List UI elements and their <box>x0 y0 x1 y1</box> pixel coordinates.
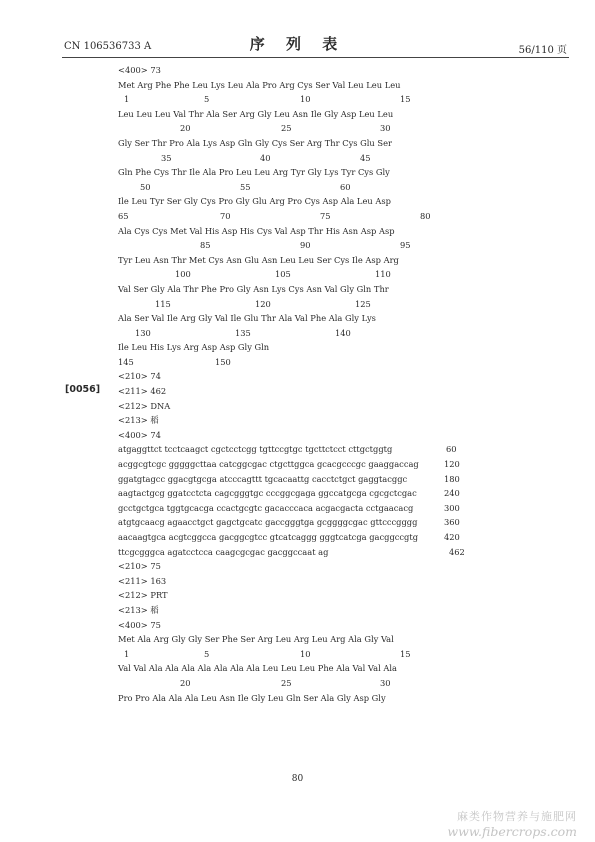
residue-number: 70 <box>220 210 231 221</box>
page-indicator: 56/110 页 <box>518 45 567 56</box>
tag-text: <400> 73 <box>118 65 161 75</box>
residue-number: 1 <box>124 94 130 105</box>
tag-text: <213> 稻 <box>118 415 159 426</box>
residue-number: 20 <box>180 123 191 134</box>
sequence-tag <box>118 574 478 589</box>
residue-number-row <box>118 647 478 662</box>
residue-number-row <box>118 676 478 691</box>
residue-number: 125 <box>355 298 371 309</box>
residue-number: 10 <box>300 648 311 659</box>
dna-sequence-row <box>118 472 478 487</box>
dna-sequence: atgaggttct tcctcaagct cgctcctcgg tgttccgtgc tgcttctcct cttgctggtg <box>118 444 393 455</box>
dna-sequence-row <box>118 501 478 516</box>
amino-acid-sequence: Met Ala Arg Gly Gly Ser Phe Ser Arg Leu Arg Leu Arg Ala Gly Val <box>118 634 394 645</box>
residue-number: 20 <box>180 677 191 688</box>
paragraph-number: [0056] <box>65 384 101 395</box>
tag-text: <400> 74 <box>118 429 161 440</box>
residue-number: 15 <box>400 648 411 659</box>
residue-number: 135 <box>235 327 251 338</box>
dna-sequence-row <box>118 515 478 530</box>
amino-acid-sequence: Met Arg Phe Phe Leu Lys Leu Ala Pro Arg Cys Ser Val Leu Leu Leu <box>118 79 401 90</box>
residue-number: 30 <box>380 677 391 688</box>
residue-number: 85 <box>200 240 211 251</box>
tag-text: <210> 74 <box>118 371 161 382</box>
page-number: 80 <box>291 774 304 784</box>
sequence-tag <box>118 428 478 443</box>
sequence-tag <box>118 413 478 428</box>
residue-number: 10 <box>300 94 311 105</box>
dna-sequence-row <box>118 457 478 472</box>
dna-sequence: ttcgcgggca agatcctcca caagcgcgac gacggccaat ag <box>118 546 329 557</box>
amino-acid-sequence: Ala Cys Cys Met Val His Asp His Cys Val Asp Thr His Asn Asp Asp <box>118 225 395 236</box>
residue-number: 55 <box>240 181 251 192</box>
dna-base-count: 240 <box>444 488 460 499</box>
sequence-tag <box>118 399 478 414</box>
residue-number: 75 <box>320 210 331 221</box>
sequence-tag <box>118 369 478 384</box>
dna-sequence: ggatgtagcc ggacgtgcga atcccagttt tgcacaattg cacctctgct gaggtacggc <box>118 473 408 484</box>
dna-sequence-row <box>118 442 478 457</box>
residue-number-row <box>118 180 478 195</box>
residue-number: 65 <box>118 210 129 221</box>
dna-base-count: 420 <box>444 532 460 542</box>
amino-acid-sequence: Ile Leu Tyr Ser Gly Cys Pro Gly Glu Arg Pro Cys Asp Ala Leu Asp <box>118 196 391 207</box>
residue-number: 80 <box>420 210 431 221</box>
residue-number-row <box>118 267 478 282</box>
amino-acid-row <box>118 282 478 297</box>
dna-sequence: aagtactgcg ggatcctcta cagcgggtgc cccggcgaga ggccatgcga cgcgctcgac <box>118 488 417 499</box>
tag-text: <213> 稻 <box>118 604 159 615</box>
residue-number: 60 <box>340 181 351 192</box>
watermark-url: www.fibercrops.com <box>447 824 577 839</box>
residue-number: 25 <box>281 677 292 688</box>
dna-base-count: 462 <box>449 546 465 557</box>
dna-sequence: acggcgtcgc gggggcttaa catcggcgac ctgcttggca gcacgcccgc gaaggaccag <box>118 459 419 470</box>
amino-acid-row <box>118 78 478 93</box>
residue-number: 1 <box>124 648 130 659</box>
residue-number: 5 <box>204 94 210 105</box>
amino-acid-sequence: Tyr Leu Asn Thr Met Cys Asn Glu Asn Leu Leu Ser Cys Ile Asp Arg <box>118 254 399 265</box>
dna-sequence: atgtgcaacg agaacctgct gagctgcatc gaccgggtga gcggggcgac gttcccgggg <box>118 517 418 528</box>
dna-sequence: gcctgctgca tggtgcacga ccactgcgtc gacacccaca acgacgacta cctgaacacg <box>118 502 414 513</box>
amino-acid-row <box>118 224 478 239</box>
amino-acid-row <box>118 253 478 268</box>
residue-number: 25 <box>281 123 292 134</box>
dna-sequence-row <box>118 530 478 545</box>
residue-number: 150 <box>215 356 231 367</box>
dna-sequence-row <box>118 486 478 501</box>
tag-text: <210> 75 <box>118 561 161 572</box>
sequence-tag <box>118 559 478 574</box>
dna-base-count: 300 <box>444 502 460 513</box>
sequence-tag <box>118 603 478 618</box>
tag-text: <212> DNA <box>118 400 171 411</box>
residue-number: 35 <box>161 152 172 163</box>
residue-number-row <box>118 151 478 166</box>
dna-base-count: 120 <box>444 459 460 470</box>
amino-acid-row <box>118 661 478 676</box>
residue-number: 30 <box>380 123 391 134</box>
residue-number: 90 <box>300 240 311 251</box>
amino-acid-sequence: Gly Ser Thr Pro Ala Lys Asp Gln Gly Cys Ser Arg Thr Cys Glu Ser <box>118 137 392 148</box>
amino-acid-sequence: Val Val Ala Ala Ala Ala Ala Ala Ala Leu Leu Leu Phe Ala Val Val Ala <box>118 663 397 674</box>
sequence-listing <box>118 63 478 705</box>
amino-acid-sequence: Gln Phe Cys Thr Ile Ala Pro Leu Leu Arg Tyr Gly Lys Tyr Cys Gly <box>118 167 390 178</box>
residue-number: 110 <box>375 269 391 280</box>
dna-sequence: aacaagtgca acgtcggcca gacggcgtcc gtcatcaggg gggtcatcga gacggccgtg <box>118 532 419 542</box>
amino-acid-sequence: Val Ser Gly Ala Thr Phe Pro Gly Asn Lys Cys Asn Val Gly Gln Thr <box>118 283 389 294</box>
dna-base-count: 180 <box>444 473 460 484</box>
residue-number: 140 <box>335 327 351 338</box>
amino-acid-row <box>118 311 478 326</box>
sequence-tag <box>118 384 478 399</box>
patent-number: CN 106536733 A <box>64 41 152 52</box>
residue-number: 15 <box>400 94 411 105</box>
amino-acid-row <box>118 107 478 122</box>
amino-acid-row <box>118 340 478 355</box>
residue-number: 50 <box>140 181 151 192</box>
residue-number: 130 <box>135 327 151 338</box>
header-rule <box>62 57 569 58</box>
residue-number-row <box>118 326 478 341</box>
amino-acid-row <box>118 691 478 706</box>
document-title: 序 列 表 <box>249 35 346 53</box>
residue-number-row <box>118 92 478 107</box>
residue-number: 105 <box>275 269 291 280</box>
tag-text: <211> 462 <box>118 386 167 397</box>
amino-acid-row <box>118 165 478 180</box>
residue-number-row <box>118 209 478 224</box>
residue-number: 145 <box>118 356 134 367</box>
watermark-chinese: 麻类作物营养与施肥网 <box>457 810 577 823</box>
sequence-tag <box>118 618 478 633</box>
residue-number: 45 <box>360 152 371 163</box>
amino-acid-sequence: Ile Leu His Lys Arg Asp Asp Gly Gln <box>118 342 270 353</box>
tag-text: <212> PRT <box>118 590 168 601</box>
sequence-tag <box>118 63 478 78</box>
residue-number-row <box>118 121 478 136</box>
residue-number-row <box>118 297 478 312</box>
dna-base-count: 360 <box>444 517 460 528</box>
sequence-tag <box>118 588 478 603</box>
residue-number: 5 <box>204 648 210 659</box>
amino-acid-row <box>118 632 478 647</box>
residue-number: 100 <box>175 269 191 280</box>
residue-number: 40 <box>260 152 271 163</box>
amino-acid-sequence: Leu Leu Leu Val Thr Ala Ser Arg Gly Leu Asn Ile Gly Asp Leu Leu <box>118 108 394 119</box>
dna-sequence-row <box>118 545 478 560</box>
amino-acid-sequence: Ala Ser Val Ile Arg Gly Val Ile Glu Thr Ala Val Phe Ala Gly Lys <box>118 313 376 324</box>
tag-text: <400> 75 <box>118 619 161 630</box>
amino-acid-row <box>118 136 478 151</box>
amino-acid-row <box>118 194 478 209</box>
residue-number: 115 <box>155 298 171 309</box>
residue-number-row <box>118 238 478 253</box>
residue-number-row <box>118 355 478 370</box>
amino-acid-sequence: Pro Pro Ala Ala Ala Leu Asn Ile Gly Leu Gln Ser Ala Gly Asp Gly <box>118 692 386 703</box>
residue-number: 120 <box>255 298 271 309</box>
dna-base-count: 60 <box>446 444 457 455</box>
tag-text: <211> 163 <box>118 575 167 586</box>
residue-number: 95 <box>400 240 411 251</box>
